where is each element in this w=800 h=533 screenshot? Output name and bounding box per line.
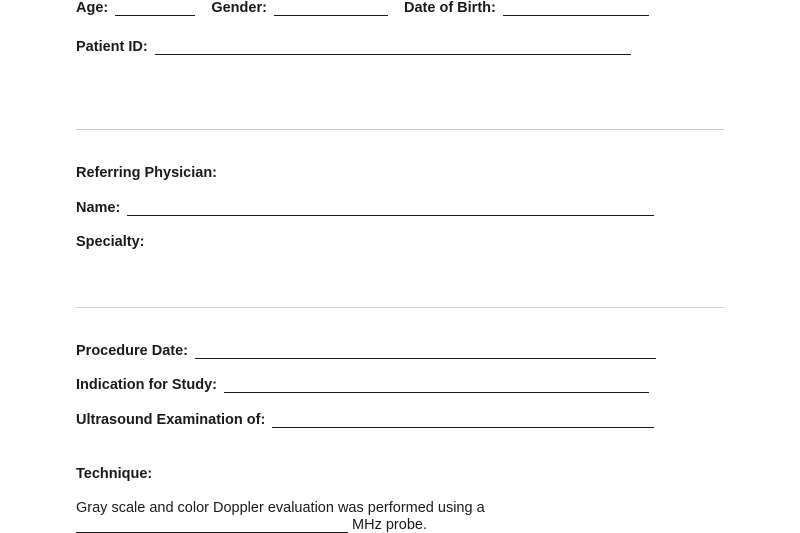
exam-field[interactable] xyxy=(272,413,654,428)
demographics-row xyxy=(76,0,649,16)
dob-field[interactable] xyxy=(503,1,649,16)
gender-label: Gender: xyxy=(211,0,267,16)
age-label: Age: xyxy=(76,0,109,16)
indication-label: Indication for Study: xyxy=(76,377,217,393)
procedure-date-label: Procedure Date: xyxy=(76,343,189,359)
technique-text-line1: Gray scale and color Doppler evaluation was performed using a xyxy=(76,500,485,516)
procedure-date-field[interactable] xyxy=(195,344,656,359)
physician-name-field[interactable] xyxy=(127,201,654,216)
exam-row xyxy=(76,412,654,428)
indication-row xyxy=(76,377,649,393)
technique-heading: Technique: xyxy=(76,466,153,482)
physician-name-row xyxy=(76,200,654,216)
procedure-date-row xyxy=(76,343,656,359)
exam-label: Ultrasound Examination of: xyxy=(76,412,266,428)
technique-text-line2 xyxy=(76,517,427,533)
referring-physician-heading: Referring Physician: xyxy=(76,165,218,181)
probe-suffix: MHz probe. xyxy=(352,517,427,533)
patient-id-label: Patient ID: xyxy=(76,39,148,55)
patient-id-field[interactable] xyxy=(155,40,631,55)
dob-label: Date of Birth: xyxy=(404,0,496,16)
age-field[interactable] xyxy=(115,1,195,16)
section-divider xyxy=(76,129,724,130)
gender-field[interactable] xyxy=(274,1,388,16)
section-divider xyxy=(76,307,724,308)
patient-id-row xyxy=(76,39,631,55)
specialty-label: Specialty: xyxy=(76,234,145,250)
probe-mhz-field[interactable] xyxy=(76,518,348,533)
indication-field[interactable] xyxy=(224,378,649,393)
physician-name-label: Name: xyxy=(76,200,121,216)
